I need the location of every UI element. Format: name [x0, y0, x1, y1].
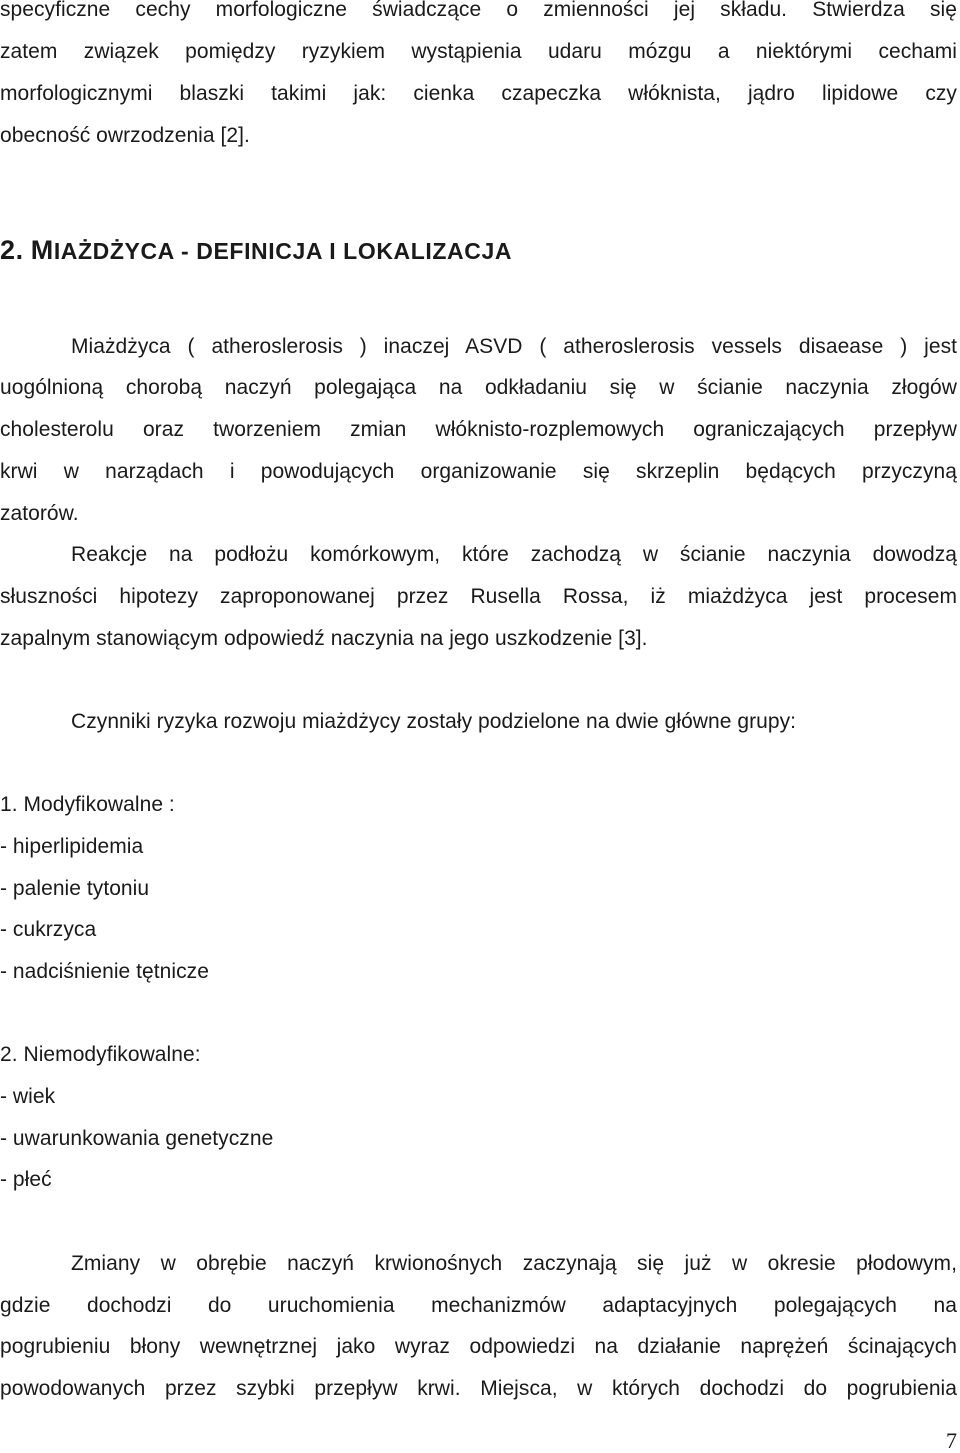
- paragraph-line: pogrubieniu błony wewnętrznej jako wyraz odpowiedzi na działanie naprężeń ścinających: [0, 1335, 957, 1358]
- paragraph-line: gdzie dochodzi do uruchomienia mechanizmów adaptacyjnych polegających na: [0, 1294, 957, 1317]
- paragraph-line: krwi w narządach i powodujących organizowanie się skrzeplin będących przyczyną: [0, 460, 957, 483]
- intro-line: obecność owrzodzenia [2].: [0, 124, 250, 147]
- paragraph-line: cholesterolu oraz tworzeniem zmian włóknisto-rozplemowych ograniczających przepływ: [0, 418, 957, 441]
- section-number: 2.: [0, 235, 24, 265]
- paragraph-line: uogólnioną chorobą naczyń polegająca na odkładaniu się w ścianie naczynia złogów: [0, 376, 957, 399]
- section-heading: [0, 236, 512, 265]
- list-item: - wiek: [0, 1085, 56, 1108]
- list-item: - nadciśnienie tętnicze: [0, 960, 209, 983]
- list-item: - palenie tytoniu: [0, 877, 150, 900]
- paragraph-line: zatorów.: [0, 502, 79, 525]
- paragraph-line: powodowanych przez szybki przepływ krwi. Miejsca, w których dochodzi do pogrubienia: [0, 1377, 957, 1400]
- intro-line: morfologicznymi blaszki takimi jak: cienka czapeczka włóknista, jądro lipidowe czy: [0, 82, 957, 105]
- intro-line: zatem związek pomiędzy ryzykiem wystąpienia udaru mózgu a niektórymi cechami: [0, 40, 957, 63]
- paragraph-line: Miażdżyca ( atheroslerosis ) inaczej ASVD ( atheroslerosis vessels disaease ) jest: [71, 335, 957, 358]
- list-item: - hiperlipidemia: [0, 835, 144, 858]
- list-item: - płeć: [0, 1168, 52, 1191]
- heading-rest: IAŻDŻYCA - DEFINICJA I LOKALIZACJA: [53, 238, 513, 264]
- paragraph-line: zapalnym stanowiącym odpowiedź naczynia na jego uszkodzenie [3].: [0, 627, 648, 650]
- paragraph-line: Reakcje na podłożu komórkowym, które zachodzą w ścianie naczynia dowodzą: [71, 543, 957, 566]
- page-number: 7: [946, 1428, 957, 1453]
- list-item: - uwarunkowania genetyczne: [0, 1127, 274, 1150]
- intro-line: specyficzne cechy morfologiczne świadczące o zmienności jej składu. Stwierdza się: [0, 0, 957, 21]
- heading-first-letter: M: [30, 235, 54, 265]
- paragraph-line: Zmiany w obrębie naczyń krwionośnych zaczynają się już w okresie płodowym,: [71, 1252, 957, 1275]
- paragraph-line: słuszności hipotezy zaproponowanej przez Rusella Rossa, iż miażdżyca jest procesem: [0, 585, 957, 608]
- group-title-modifiable: 1. Modyfikowalne :: [0, 793, 175, 816]
- list-item: - cukrzyca: [0, 918, 97, 941]
- group-title-non-modifiable: 2. Niemodyfikowalne:: [0, 1043, 201, 1066]
- risk-factors-intro: Czynniki ryzyka rozwoju miażdżycy zostały podzielone na dwie główne grupy:: [71, 710, 797, 733]
